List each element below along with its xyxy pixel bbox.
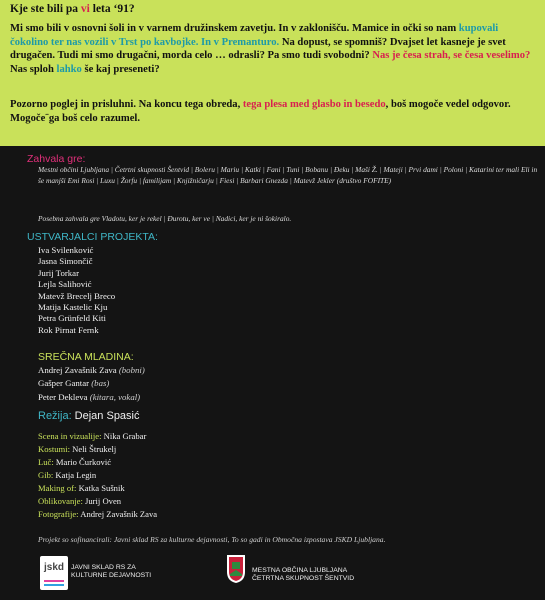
list-item: Matevž Brecelj Breco: [38, 290, 116, 301]
direction-credit: Režija: Dejan Spasić: [38, 410, 140, 422]
ljubljana-crest-icon: [226, 554, 246, 584]
funding-note: Projekt so sofinancirali: Javni sklad RS za kulturne dejavnosti, To so gadi in Območna izpostava JSKD Ljubljana.: [38, 535, 386, 544]
list-item: Jurij Torkar: [38, 267, 79, 278]
list-item: Andrej Zavašnik Zava (bobni): [38, 365, 145, 375]
youth-list: [38, 365, 145, 403]
list-item: Rok Pirnat Fernk: [38, 324, 99, 335]
intro-paragraph-1: Mi smo bili v osnovni šoli in v varnem družinskem zavetju. In v zaklonišču. Mamice in očki so nam kupovali čokolino ter nas vozili v Trst po kavbojke. In v Premanturo. Na dopust, se spomniš? Dvajset let kasneje je svet drugačen. Tudi mi smo drugačni, morda celo … odrasli? Pa smo tudi svobodni? Nas je česa strah, se česa veselimo? Nas sploh lahko še kaj preseneti?: [10, 23, 531, 75]
creators-heading: USTVARJALCI PROJEKTA:: [27, 231, 158, 243]
list-item: Lejla Salihović: [38, 279, 92, 290]
youth-heading: SREČNA MLADINA:: [38, 351, 134, 363]
list-item: Petra Grünfeld Kiti: [38, 313, 106, 324]
intro-question: Kje ste bili pa vi leta ‘91?: [10, 3, 135, 15]
intro-section: [0, 0, 545, 146]
jskd-logo-mark: jskd: [44, 562, 65, 573]
list-item: Peter Dekleva (kitara, vokal): [38, 391, 141, 402]
special-thanks: Posebna zahvala gre Vladotu, ker je rekel | Đurotu, ker ve | Nadici, ker je ni šokiralo.: [38, 214, 292, 223]
list-item: Iva Svilenković: [38, 245, 94, 255]
mol-logo-text: MESTNA OBČINA LJUBLJANA ČETRTNA SKUPNOST ŠENTVID: [252, 567, 355, 583]
list-item: Matija Kastelic Kju: [38, 302, 108, 313]
credit-row: Oblikovanje: Jurij Oven: [38, 496, 122, 506]
jskd-logo-text: JAVNI SKLAD RS ZA KULTURNE DEJAVNOSTI: [71, 564, 152, 580]
jskd-logo: [40, 556, 68, 590]
credit-row: Scena in vizualije: Nika Grabar: [38, 431, 147, 441]
intro-paragraph-2: Pozorno poglej in prisluhni. Na koncu tega obreda, tega plesa med glasbo in besedo, boš mogoče vedel odgovor. Mogoče¨ga boš celo razumel.: [10, 99, 511, 124]
list-item: Jasna Simončič: [38, 256, 93, 267]
credits-section: [0, 146, 545, 600]
credit-row: Luč: Mario Čurković: [38, 457, 112, 467]
credit-row: Gib: Katja Legin: [38, 470, 97, 480]
thanks-heading: Zahvala gre:: [27, 153, 86, 165]
thanks-text: Mestni občini Ljubljana | Četrtni skupnosti Šentvid | Boleru | Mariu | Katki | Fani | Tuni | Bobanu | Đeku | Maši Ž. | Mateji | Prvi dami | Poloni | Katarini ter mali Eli in še manjši Emi Rosi | Luxu | Žorfu | familijam | Knjižničarju | Fiesi | Barbari Gnezda | Matevž Jekler (društvo FOFITE): [38, 165, 538, 186]
credit-row: Making of: Katka Sušnik: [38, 483, 125, 493]
credit-row: Fotografije: Andrej Zavašnik Zava: [38, 509, 158, 519]
credit-row: Kostumi: Neli Štrukelj: [38, 444, 117, 454]
creators-list: [38, 245, 115, 336]
list-item: Gašper Gantar (bas): [38, 378, 110, 389]
